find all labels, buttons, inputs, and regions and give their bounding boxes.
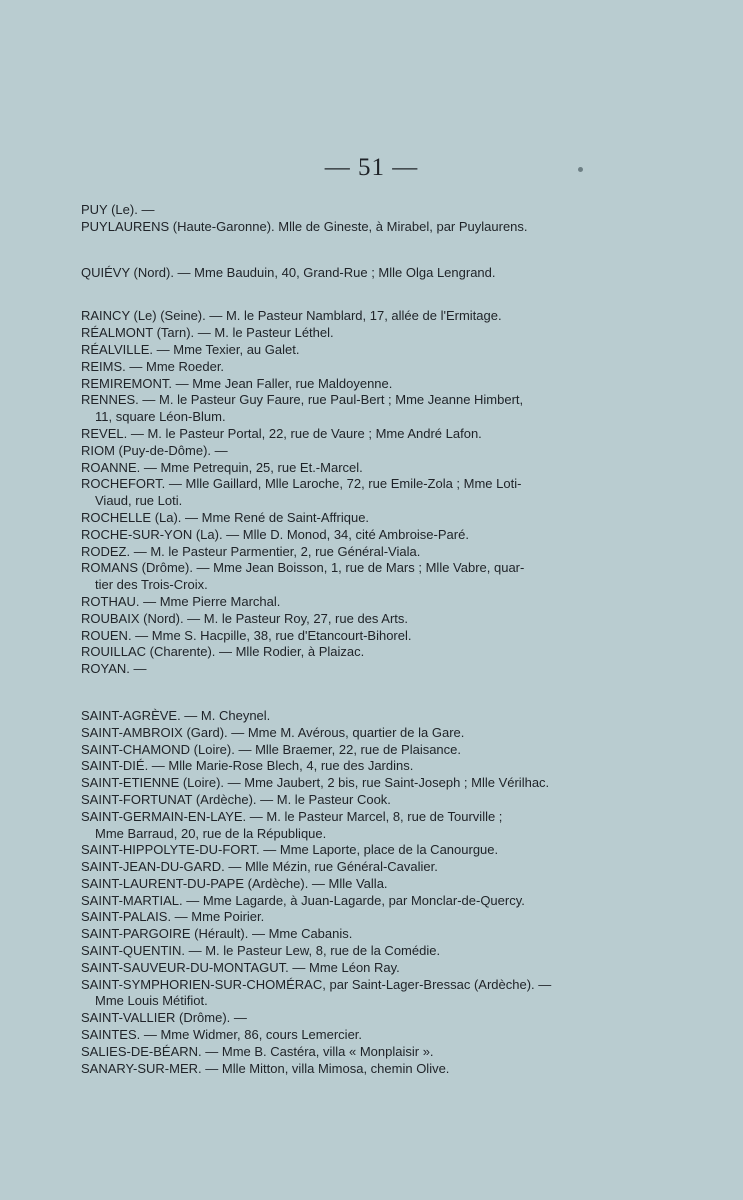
entry-continuation: tier des Trois-Croix. — [95, 577, 208, 593]
directory-entry — [81, 977, 613, 1011]
directory-entry — [81, 809, 613, 843]
directory-entry — [81, 661, 613, 678]
entry-text: SAINT-GERMAIN-EN-LAYE. — M. le Pasteur Marcel, 8, rue de Tourville ; — [81, 808, 503, 824]
directory-entry — [81, 426, 613, 443]
entry-continuation: Mme Barraud, 20, rue de la République. — [95, 825, 327, 841]
entry-text: SAINT-SAUVEUR-DU-MONTAGUT. — Mme Léon Ray. — [81, 959, 400, 975]
directory-entry — [81, 1010, 613, 1027]
letter-group-s — [81, 708, 613, 1078]
entry-text: SAINT-PARGOIRE (Hérault). — Mme Cabanis. — [81, 926, 353, 942]
entry-text: SAINT-SYMPHORIEN-SUR-CHOMÉRAC, par Saint-Lager-Bressac (Ardèche). — — [81, 976, 552, 992]
entry-text: ROYAN. — — [81, 661, 147, 677]
entry-text: ROANNE. — Mme Petrequin, 25, rue Et.-Marcel. — [81, 459, 363, 475]
entry-text: PUY (Le). — — [81, 202, 155, 217]
entry-text: SAINT-QUENTIN. — M. le Pasteur Lew, 8, rue de la Comédie. — [81, 943, 441, 959]
directory-entries — [81, 202, 613, 1077]
entry-continuation: Viaud, rue Loti. — [95, 493, 183, 509]
directory-entry — [81, 544, 613, 561]
entry-text: ROTHAU. — Mme Pierre Marchal. — [81, 593, 281, 609]
entry-continuation: Mme Louis Métifiot. — [95, 993, 208, 1009]
directory-entry — [81, 909, 613, 926]
entry-text: SAINT-AGRÈVE. — M. Cheynel. — [81, 707, 271, 723]
entry-text: SAINT-PALAIS. — Mme Poirier. — [81, 909, 265, 925]
entry-text: QUIÉVY (Nord). — Mme Bauduin, 40, Grand-Rue ; Mlle Olga Lengrand. — [81, 264, 496, 280]
directory-entry — [81, 1027, 613, 1044]
entry-text: SAINT-DIÉ. — Mlle Marie-Rose Blech, 4, rue des Jardins. — [81, 758, 414, 774]
entry-text: RAINCY (Le) (Seine). — M. le Pasteur Namblard, 17, allée de l'Ermitage. — [81, 308, 502, 324]
letter-group-r — [81, 308, 613, 678]
directory-entry — [81, 725, 613, 742]
entry-text: ROCHEFORT. — Mlle Gaillard, Mlle Laroche, 72, rue Emile-Zola ; Mme Loti- — [81, 476, 522, 492]
entry-text: REVEL. — M. le Pasteur Portal, 22, rue de Vaure ; Mme André Lafon. — [81, 425, 482, 441]
entry-text: RIOM (Puy-de-Dôme). — — [81, 442, 228, 458]
entry-text: REMIREMONT. — Mme Jean Faller, rue Maldoyenne. — [81, 375, 393, 391]
directory-entry — [81, 342, 613, 359]
directory-entry — [81, 893, 613, 910]
entry-text: RODEZ. — M. le Pasteur Parmentier, 2, rue Général-Viala. — [81, 543, 421, 559]
entry-text: ROUBAIX (Nord). — M. le Pasteur Roy, 27, rue des Arts. — [81, 610, 409, 626]
directory-entry — [81, 859, 613, 876]
directory-entry — [81, 708, 613, 725]
ink-speck — [578, 167, 583, 172]
entry-continuation: 11, square Léon-Blum. — [95, 409, 226, 425]
directory-entry — [81, 1061, 613, 1078]
entry-text: SAINT-ETIENNE (Loire). — Mme Jaubert, 2 bis, rue Saint-Joseph ; Mlle Vérilhac. — [81, 775, 550, 791]
entry-text: PUYLAURENS (Haute-Garonne). Mlle de Gineste, à Mirabel, par Puylaurens. — [81, 218, 528, 234]
directory-entry — [81, 758, 613, 775]
directory-entry — [81, 265, 613, 282]
directory-entry — [81, 308, 613, 325]
entry-text: SAINT-AMBROIX (Gard). — Mme M. Avérous, quartier de la Gare. — [81, 724, 465, 740]
entry-text: REIMS. — Mme Roeder. — [81, 358, 225, 374]
entry-text: SAINT-LAURENT-DU-PAPE (Ardèche). — Mlle Valla. — [81, 875, 388, 891]
directory-entry — [81, 611, 613, 628]
entry-text: SAINT-FORTUNAT (Ardèche). — M. le Pasteur Cook. — [81, 791, 391, 807]
directory-entry — [81, 876, 613, 893]
entry-text: ROUILLAC (Charente). — Mlle Rodier, à Plaizac. — [81, 644, 365, 660]
entry-text: SALIES-DE-BÉARN. — Mme B. Castéra, villa « Monplaisir ». — [81, 1043, 434, 1059]
entry-text: RÉALMONT (Tarn). — M. le Pasteur Léthel. — [81, 325, 334, 341]
directory-entry — [81, 392, 613, 426]
directory-entry — [81, 202, 613, 219]
entry-text: RÉALVILLE. — Mme Texier, au Galet. — [81, 341, 300, 357]
page-number: — 51 — — [324, 154, 419, 181]
directory-entry — [81, 628, 613, 645]
entry-text: SAINT-CHAMOND (Loire). — Mlle Braemer, 22, rue de Plaisance. — [81, 741, 462, 757]
entry-text: RENNES. — M. le Pasteur Guy Faure, rue Paul-Bert ; Mme Jeanne Himbert, — [81, 392, 524, 408]
directory-entry — [81, 443, 613, 460]
directory-entry — [81, 960, 613, 977]
directory-entry — [81, 325, 613, 342]
directory-entry — [81, 842, 613, 859]
directory-entry — [81, 792, 613, 809]
directory-entry — [81, 594, 613, 611]
entry-text: SANARY-SUR-MER. — Mlle Mitton, villa Mimosa, chemin Olive. — [81, 1060, 450, 1076]
directory-entry — [81, 376, 613, 393]
directory-entry — [81, 775, 613, 792]
letter-group-q — [81, 265, 613, 282]
entry-text: SAINT-VALLIER (Drôme). — — [81, 1010, 247, 1026]
directory-entry — [81, 460, 613, 477]
directory-entry — [81, 926, 613, 943]
entry-text: ROCHE-SUR-YON (La). — Mlle D. Monod, 34, cité Ambroise-Paré. — [81, 526, 469, 542]
directory-entry — [81, 560, 613, 594]
entry-text: SAINTES. — Mme Widmer, 86, cours Lemercier. — [81, 1027, 363, 1043]
entry-text: ROCHELLE (La). — Mme René de Saint-Affrique. — [81, 509, 370, 525]
directory-entry — [81, 742, 613, 759]
entry-text: ROUEN. — Mme S. Hacpille, 38, rue d'Etancourt-Bihorel. — [81, 627, 412, 643]
directory-entry — [81, 644, 613, 661]
directory-entry — [81, 510, 613, 527]
letter-group-p — [81, 202, 613, 236]
directory-entry — [81, 476, 613, 510]
entry-text: SAINT-JEAN-DU-GARD. — Mlle Mézin, rue Général-Cavalier. — [81, 859, 438, 875]
entry-text: ROMANS (Drôme). — Mme Jean Boisson, 1, rue de Mars ; Mlle Vabre, quar- — [81, 560, 525, 576]
entry-text: SAINT-HIPPOLYTE-DU-FORT. — Mme Laporte, place de la Canourgue. — [81, 842, 499, 858]
entry-text: SAINT-MARTIAL. — Mme Lagarde, à Juan-Lagarde, par Monclar-de-Quercy. — [81, 892, 525, 908]
directory-entry — [81, 527, 613, 544]
directory-entry — [81, 359, 613, 376]
directory-entry — [81, 943, 613, 960]
directory-entry — [81, 1044, 613, 1061]
directory-entry — [81, 219, 613, 236]
